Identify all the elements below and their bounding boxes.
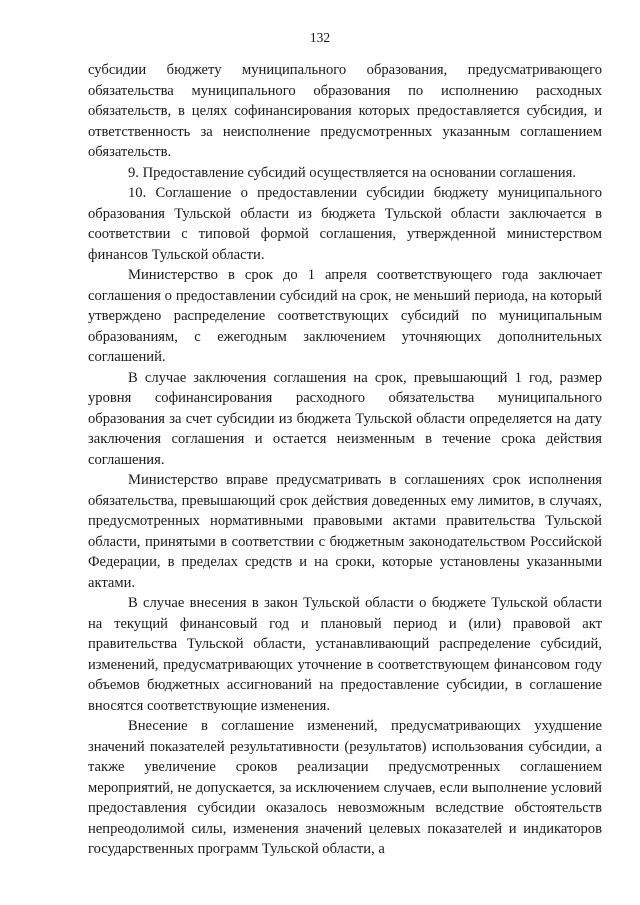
paragraph-agreement-changes: Внесение в соглашение изменений, предусматривающих ухудшение значений показателей результативности (результатов) использования субсидии, а также увеличение сроков реализации предусмотренных соглашением мероприятий, не допускается, за исключением случаев, если выполнение условий предоставления субсидии оказалось невозможным вследствие обстоятельств непреодолимой силы, изменения значений целевых показателей и индикаторов государственных программ Тульской области, а (88, 718, 602, 857)
paragraph-cofinancing-level: В случае заключения соглашения на срок, превышающий 1 год, размер уровня софинансирования расходного обязательства муниципального образования за счет субсидии из бюджета Тульской области определяется на дату заключения соглашения и остается неизменным в течение срока действия соглашения. (88, 369, 602, 468)
paragraph-item-10: 10. Соглашение о предоставлении субсидии бюджету муниципального образования Тульской области из бюджета Тульской области заключается в соответствии с типовой формой соглашения, утвержденной министерством финансов Тульской области. (88, 185, 602, 263)
paragraph-agreement-deadline: Министерство в срок до 1 апреля соответствующего года заключает соглашения о предоставлении субсидий на срок, не меньший периода, на который утверждено распределение соответствующих субсидий по муниципальным образованиям, с ежегодным заключением уточняющих дополнительных соглашений. (88, 267, 602, 365)
page-number: 132 (309, 30, 331, 45)
document-body (88, 60, 602, 860)
paragraph-obligation-term: Министерство вправе предусматривать в соглашениях срок исполнения обязательства, превышающий срок действия доведенных ему лимитов, в случаях, предусмотренных нормативными правовыми актами правительства Тульской области, принятыми в соответствии с бюджетным законодательством Российской Федерации, в пределах средств и на сроки, которые установлены указанными актами. (88, 472, 602, 591)
paragraph-budget-amendments: В случае внесения в закон Тульской области о бюджете Тульской области на текущий финансовый год и плановый период и (или) правовой акт правительства Тульской области, устанавливающий распределение субсидий, изменений, предусматривающих уточнение в соответствующем финансовом году объемов бюджетных ассигнований на предоставление субсидии, в соглашение вносятся соответствующие изменения. (88, 595, 602, 714)
paragraph-item-9: 9. Предоставление субсидий осуществляется на основании соглашения. (128, 164, 576, 181)
paragraph-continuation: субсидии бюджету муниципального образования, предусматривающего обязательства муниципального образования по исполнению расходных обязательств, в целях софинансирования которых предоставляется субсидия, и ответственность за неисполнение предусмотренных указанным соглашением обязательств. (88, 62, 602, 160)
